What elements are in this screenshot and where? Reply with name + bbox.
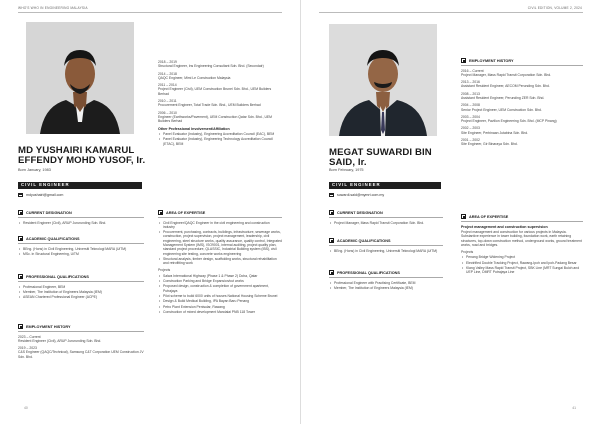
certificate-icon (329, 270, 334, 275)
briefcase-icon (461, 58, 466, 63)
email-icon (18, 193, 23, 197)
person-name: MD YUSHAIRI KAMARUL EFFENDY MOHD YUSOF, Ir. (18, 145, 146, 166)
briefcase-icon (18, 324, 23, 329)
role-banner: CIVIL ENGINEER (329, 182, 441, 189)
projects-list (158, 274, 282, 314)
current-designation-section (18, 210, 144, 226)
section-heading: EMPLOYMENT HISTORY (461, 58, 583, 63)
designation-icon (18, 210, 23, 215)
section-heading: AREA OF EXPERTISE (461, 214, 583, 219)
section-rule (158, 217, 282, 218)
academic-list (18, 247, 144, 257)
professional-section (18, 274, 144, 300)
academic-section (18, 236, 144, 257)
list-item: • Procurement, purchasing, contracts, buildings, infrastructure, sewerage works, construction, project supervision, project management, leadership, civil engineering, steel structure works, quality assurance, quality control, Integrated Management System (IMS), ISO9001, internal auditing, project quality plan, standard project procedure, QLASSIC, Industrial Building system (IBS), civil engineering site testing, concrete works engineering (158, 230, 282, 256)
involvement-list (158, 132, 282, 146)
projects-heading: Projects (461, 250, 474, 255)
list-item: • Panel Evaluator (Industry), Engineering Technology Accreditation Council (ETAC), BEM (158, 137, 282, 146)
employment-entries (18, 335, 144, 359)
list-item: • Petro Plant Extension Penisular, Rawang (158, 305, 282, 309)
employment-line: Project Manager, Mass Rapid Transit Corporation Sdn. Bhd. (461, 72, 552, 77)
section-heading: CURRENT DESIGNATION (329, 210, 443, 215)
list-item: • Professional Engineer with Practising Certificate, BEM (329, 281, 443, 285)
role-banner: CIVIL ENGINEER (18, 182, 142, 189)
employment-line: 2002 – 2003 (461, 126, 480, 131)
list-item: • Professional Engineer, BEM (18, 285, 144, 289)
expertise-body: Project management and construction for various projects in Malaysia. Substantive experience in tower building, foundation work, earth retaining structures, top-down construction method, underground works, ground treatment works, road and bridges. (461, 230, 582, 247)
employment-line: 2003 – 2004 (461, 114, 480, 119)
employment-line: Senior Project Engineer, UEM Construction Sdn. Bhd. (461, 107, 542, 112)
list-item: • BEng. (Hons) in Civil Engineering, Universiti Teknologi MARA (UiTM) (329, 249, 443, 253)
certificate-icon (18, 274, 23, 279)
page-number: 41 (572, 406, 576, 410)
section-rule (461, 65, 583, 66)
employment-line: C&S Engineer (QAQC/Technical), Samsung C&T Corporation UEM Construction JV Sdn. Bhd. (18, 350, 144, 359)
person-photo-illustration (26, 22, 134, 134)
section-heading: EMPLOYMENT HISTORY (18, 324, 144, 329)
list-item: • Project Manager, Mass Rapid Transit Corporation Sdn. Bhd. (329, 221, 443, 225)
expertise-section (461, 214, 583, 276)
employment-line: 2014 – 2018 (158, 71, 177, 76)
section-rule (18, 217, 144, 218)
section-rule (329, 277, 443, 278)
section-heading: PROFESSIONAL QUALIFICATIONS (18, 274, 144, 279)
list-item: • Pilot scheme to build 6000 units of houses National Housing Scheme Brunei (158, 294, 282, 298)
profile-photo (329, 24, 437, 136)
academic-section (329, 238, 443, 254)
section-rule (18, 243, 144, 244)
list-item: • Klang Valley Mass Rapid Transit Project, SBK Line (MRT Sungai Buloh and UEP Line, DMRT Putrajaya Line (461, 266, 583, 275)
section-heading: ACADEMIC QUALIFICATIONS (18, 236, 144, 241)
email-address[interactable]: mdyushairi@gmail.com (26, 193, 64, 197)
list-item: • Construction Parking and Bridge Expansion/cut works (158, 279, 282, 283)
projects-list (461, 255, 583, 274)
email-icon (329, 193, 334, 197)
employment-line: 2013 – 2016 (461, 80, 480, 85)
employment-line: 2016 – Current (461, 68, 484, 73)
employment-line: Resident Engineer (Civil), ARUP Jururunding Sdn. Bhd. (18, 338, 102, 343)
list-item: • BEng. (Hons) in Civil Engineering, Universiti Teknologi MARA (UiTM) (18, 247, 144, 251)
employment-line: Engineer (Earthworks/Pavement), UEM Construction Qatar Sdn. Bhd., UEM Builders Berhad (158, 114, 273, 124)
list-item: • Design & Build Medical Building, IPA Bayan Baru Penang (158, 299, 282, 303)
employment-line: 2010 – 2011 (158, 99, 177, 104)
employment-line: Site Engineer, Perbinaan Jutabina Sdn. Bhd. (461, 130, 529, 135)
list-item: • Penang Bridge Widening Project (461, 255, 583, 259)
projects-heading: Projects (158, 268, 171, 273)
employment-line: Project Engineer (Civil), UEM Construction Brunei Sdn. Bhd., UEM Builders Berhad (158, 87, 272, 96)
designation-icon (329, 210, 334, 215)
employment-line: Assistant Resident Engineer, AECOM Perunding Sdn. Bhd. (461, 84, 550, 89)
expertise-list (158, 221, 282, 266)
list-item: • Salwa International Highway (Phase 1 & Phase 2) Doha, Qatar (158, 274, 282, 278)
section-rule (18, 281, 144, 282)
running-head: CIVIL EDITION, VOLUME 2, 2024 (527, 6, 582, 10)
current-designation-section (329, 210, 443, 226)
employment-line: 2023 – Current (18, 334, 41, 339)
star-icon (158, 210, 163, 215)
section-rule (461, 221, 583, 222)
designation-list (18, 221, 144, 225)
involvement-title: Other Professional Involvement/Affiliation (158, 126, 230, 131)
employment-line: Site Engineer, Gir Binaraya Sdn. Bhd. (461, 142, 518, 147)
list-item: • ASEAN Chartered Professional Engineer (ACPE) (18, 295, 144, 299)
list-item: • MSc. in Structural Engineering, UiTM (18, 252, 144, 256)
employment-line: 2018 – 2019 (158, 60, 177, 64)
list-item: • Proposed design, construction & completion of government apartment, Putrajaya (158, 284, 282, 293)
employment-line: Assistant Resident Engineer, Perunding ZER Sdn. Bhd. (461, 95, 545, 100)
expertise-section (158, 210, 282, 315)
list-item: • Panel Evaluator (Industry), Engineering Accreditation Council (EAC), BEM (158, 132, 282, 136)
expertise-subtitle: Project management and construction supervision (461, 224, 548, 229)
graduation-cap-icon (18, 236, 23, 241)
employment-line: 2008 – 2013 (461, 91, 480, 96)
right-page (300, 0, 600, 424)
running-head: WHO'S WHO IN ENGINEERING MALAYSIA (18, 6, 88, 10)
employment-line: 2001 – 2002 (461, 138, 480, 143)
person-name: MEGAT SUWARDI BIN SAID, Ir. (329, 147, 432, 168)
email-address[interactable]: suwardi.said@mymrt.com.my (337, 193, 385, 197)
graduation-cap-icon (329, 238, 334, 243)
section-heading: PROFESSIONAL QUALIFICATIONS (329, 270, 443, 275)
employment-line: 2019 – 2023 (18, 346, 37, 351)
list-item: • Electrified Double Tracking Project, Rawang-Ipoh and Ipoh-Padang Besar (461, 261, 583, 265)
employment-section (18, 324, 144, 359)
section-rule (329, 217, 443, 218)
header-rule (319, 12, 583, 13)
professional-list (18, 285, 144, 300)
professional-section (329, 270, 443, 291)
person-photo-illustration (329, 24, 437, 136)
header-rule (18, 12, 282, 13)
designation-list (329, 221, 443, 225)
page-number: 40 (24, 406, 28, 410)
section-heading: CURRENT DESIGNATION (18, 210, 144, 215)
list-item: • Member, The Institution of Engineers Malaysia (IEM) (329, 286, 443, 290)
star-icon (461, 214, 466, 219)
section-rule (329, 245, 443, 246)
list-item: • Structural analysis, timber design, scaffolding works, structural rehabilitation and retrofitting work (158, 257, 282, 266)
email-row (18, 193, 63, 197)
professional-list (329, 281, 443, 291)
employment-line: Structural Engineer, Ins Engineering Consultant Sdn. Bhd. (Secondair) (158, 64, 264, 69)
employment-entries (461, 69, 583, 147)
academic-list (329, 249, 443, 253)
list-item: • Resident Engineer (Civil), ARUP Jururunding Sdn. Bhd. (18, 221, 144, 225)
list-item: • Construction of mixed development Mandalai PNB 118 Tower (158, 310, 282, 314)
section-rule (18, 331, 144, 332)
profile-photo (26, 22, 134, 134)
birth-date: Born January, 1983 (18, 168, 51, 172)
employment-continued (158, 60, 282, 147)
employment-line: Procurement Engineer, Total Trade Sdn. Bhd., UEM Builders Berhad (158, 103, 261, 108)
employment-line: 2006 – 2010 (158, 110, 177, 115)
employment-line: Project Engineer, Pavilion Engineering Sdn. Bhd. (MCP Pinang) (461, 119, 557, 124)
list-item: • Civil Engineer/QAQC Engineer in the civil engineering and construction industry (158, 221, 282, 230)
birth-date: Born February, 1975 (329, 168, 364, 172)
employment-line: 2011 – 2014 (158, 83, 177, 88)
email-row (329, 193, 384, 197)
section-heading: AREA OF EXPERTISE (158, 210, 282, 215)
employment-section (461, 58, 583, 147)
employment-line: QAQC Engineer, Mimi Le Construction Malaysia (158, 75, 231, 80)
employment-line: 2004 – 2008 (461, 103, 480, 108)
list-item: • Member, The Institution of Engineers Malaysia (IEM) (18, 290, 144, 294)
section-heading: ACADEMIC QUALIFICATIONS (329, 238, 443, 243)
